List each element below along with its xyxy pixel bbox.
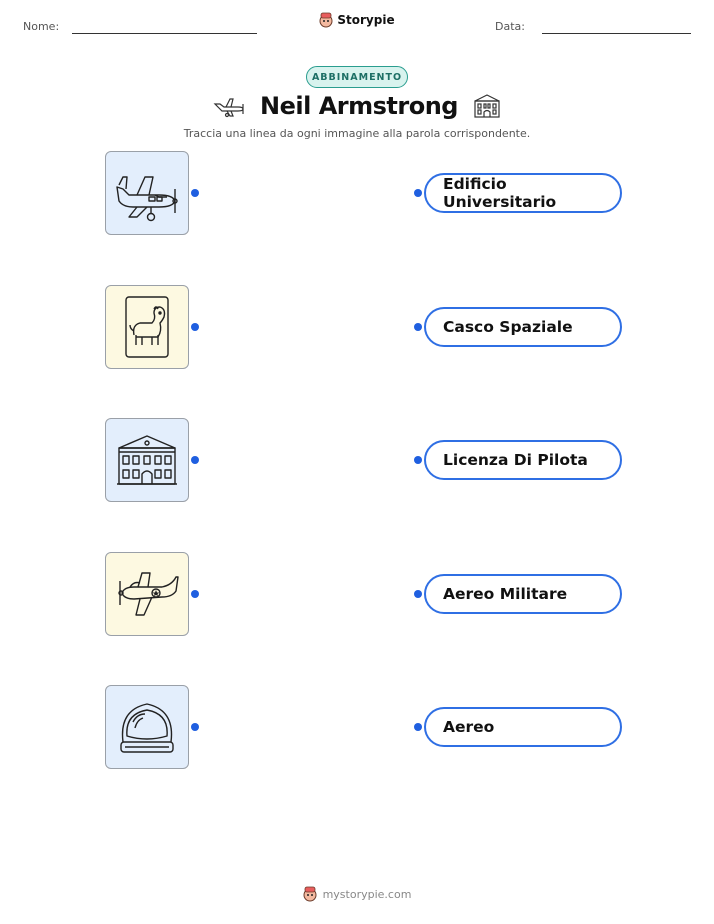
name-line[interactable] [72,33,257,34]
date-label: Data: [495,20,525,33]
brand-logo [0,12,714,28]
instructions: Traccia una linea da ogni immagine alla parola corrispondente. [183,127,531,140]
word-option-1: Edificio Universitario [424,173,622,213]
dog-card-icon [122,295,172,359]
page-title: Neil Armstrong [260,92,458,120]
word-connector-dot-2[interactable] [414,323,422,331]
word-connector-dot-5[interactable] [414,723,422,731]
university-building-icon [115,432,179,488]
picture-card-2 [105,285,189,369]
word-option-3: Licenza Di Pilota [424,440,622,480]
activity-badge: ABBINAMENTO [306,66,408,88]
word-option-5: Aereo [424,707,622,747]
name-label: Nome: [23,20,60,33]
word-connector-dot-1[interactable] [414,189,422,197]
word-connector-dot-3[interactable] [414,456,422,464]
word-connector-dot-4[interactable] [414,590,422,598]
picture-connector-dot-4[interactable] [191,590,199,598]
picture-connector-dot-3[interactable] [191,456,199,464]
picture-connector-dot-1[interactable] [191,189,199,197]
picture-connector-dot-5[interactable] [191,723,199,731]
small-airplane-icon [111,163,183,223]
storypie-mascot-icon [319,12,333,28]
picture-card-5 [105,685,189,769]
date-line[interactable] [542,33,691,34]
space-helmet-icon [115,696,179,758]
picture-card-1 [105,151,189,235]
brand-name: Storypie [337,13,395,27]
title-row [0,92,714,120]
storypie-mascot-icon [303,886,317,902]
word-option-2: Casco Spaziale [424,307,622,347]
picture-card-3 [105,418,189,502]
small-airplane-icon [212,94,246,118]
military-airplane-icon [112,567,182,621]
footer-site[interactable]: mystorypie.com [322,887,412,901]
picture-connector-dot-2[interactable] [191,323,199,331]
footer [0,886,714,902]
word-option-4: Aereo Militare [424,574,622,614]
picture-card-4 [105,552,189,636]
university-building-icon [472,93,502,119]
